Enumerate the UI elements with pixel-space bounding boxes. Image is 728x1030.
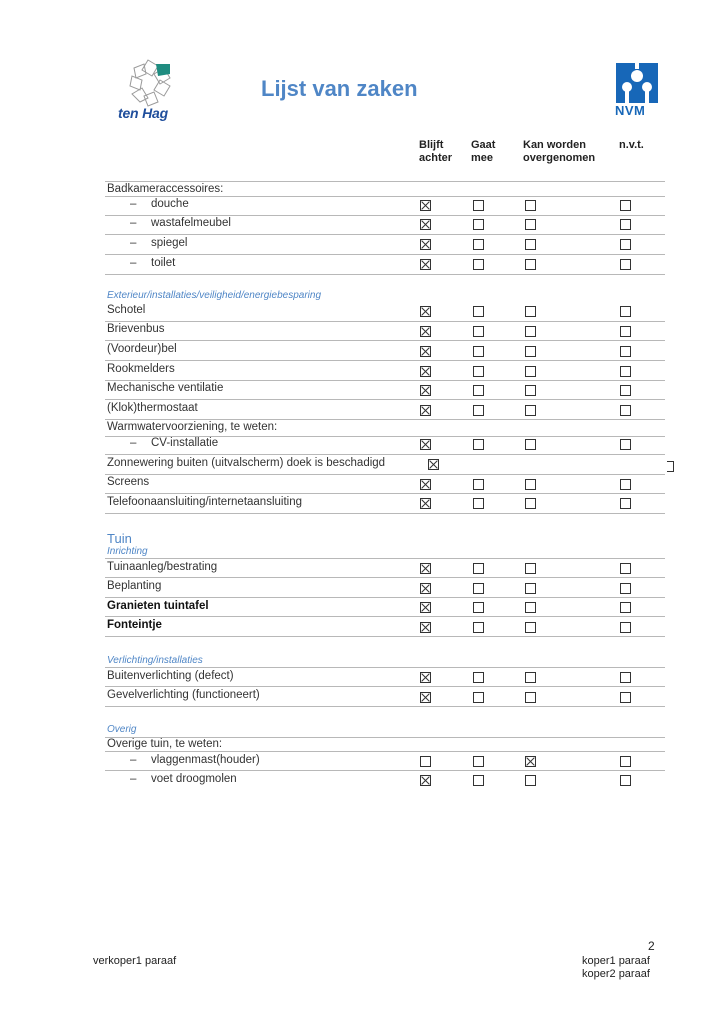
row-label-mechanische-ventilatie: Mechanische ventilatie xyxy=(107,382,224,394)
checkbox-nvt[interactable] xyxy=(620,200,631,211)
checkbox-gaat-mee[interactable] xyxy=(473,622,484,633)
checkbox-gaat-mee[interactable] xyxy=(473,439,484,450)
checkbox-nvt[interactable] xyxy=(620,366,631,377)
ten-hag-logo-text: ten Hag xyxy=(118,105,168,121)
checkbox-gaat-mee[interactable] xyxy=(473,479,484,490)
divider xyxy=(105,254,665,255)
checkbox-gaat-mee[interactable] xyxy=(473,219,484,230)
checkbox-blijft-achter[interactable] xyxy=(420,239,431,250)
column-header-line: mee xyxy=(471,152,494,164)
checkbox-gaat-mee[interactable] xyxy=(473,306,484,317)
checkbox-blijft-achter[interactable] xyxy=(420,622,431,633)
checkbox-nvt[interactable] xyxy=(620,622,631,633)
divider xyxy=(105,181,665,182)
divider xyxy=(105,751,665,752)
divider xyxy=(105,474,665,475)
checkbox-nvt[interactable] xyxy=(620,602,631,613)
checkbox-gaat-mee[interactable] xyxy=(473,498,484,509)
checkbox-blijft-achter[interactable] xyxy=(420,405,431,416)
row-label-overige-tuin: Overige tuin, te weten: xyxy=(107,738,223,750)
checkbox-blijft-achter[interactable] xyxy=(420,583,431,594)
checkbox-nvt[interactable] xyxy=(620,498,631,509)
checkbox-blijft-achter[interactable] xyxy=(420,259,431,270)
bullet-dash: – xyxy=(130,237,137,249)
column-header-kan-worden-overgenomen xyxy=(523,139,595,165)
checkbox-nvt[interactable] xyxy=(620,439,631,450)
checkbox-blijft-achter[interactable] xyxy=(420,563,431,574)
checkbox-kan-worden-overgenomen[interactable] xyxy=(525,346,536,357)
column-header-line: Blijft xyxy=(419,139,444,151)
row-label-fonteintje: Fonteintje xyxy=(107,619,162,631)
checkbox-gaat-mee[interactable] xyxy=(473,563,484,574)
checkbox-kan-worden-overgenomen[interactable] xyxy=(525,672,536,683)
divider xyxy=(105,597,665,598)
divider xyxy=(105,380,665,381)
row-label-voet-droogmolen: voet droogmolen xyxy=(151,773,237,785)
checkbox-gaat-mee[interactable] xyxy=(473,346,484,357)
row-label-vlaggenmast: vlaggenmast(houder) xyxy=(151,754,260,766)
divider xyxy=(105,493,665,494)
checkbox-kan-worden-overgenomen[interactable] xyxy=(525,498,536,509)
row-label-douche: douche xyxy=(151,198,189,210)
checkbox-blijft-achter[interactable] xyxy=(420,602,431,613)
checkbox-nvt[interactable] xyxy=(620,239,631,250)
checkbox-blijft-achter[interactable] xyxy=(420,200,431,211)
checkbox-nvt[interactable] xyxy=(620,672,631,683)
divider xyxy=(105,360,665,361)
checkbox-nvt[interactable] xyxy=(620,346,631,357)
bullet-dash: – xyxy=(130,217,137,229)
checkbox-kan-worden-overgenomen[interactable] xyxy=(525,622,536,633)
column-header-line: overgenomen xyxy=(523,152,596,164)
divider xyxy=(105,513,665,514)
row-label-granieten-tuintafel: Granieten tuintafel xyxy=(107,600,209,612)
page-title: Lijst van zaken xyxy=(261,76,418,101)
divider xyxy=(105,274,665,275)
checkbox-gaat-mee[interactable] xyxy=(473,385,484,396)
checkbox-blijft-achter[interactable] xyxy=(420,385,431,396)
checkbox-blijft-achter[interactable] xyxy=(420,439,431,450)
checkbox-gaat-mee[interactable] xyxy=(473,756,484,767)
bullet-dash: – xyxy=(130,773,137,785)
bullet-dash: – xyxy=(130,437,137,449)
row-label-brievenbus: Brievenbus xyxy=(107,323,165,335)
checkbox-nvt[interactable] xyxy=(620,306,631,317)
divider xyxy=(105,616,665,617)
checkbox-blijft-achter[interactable] xyxy=(420,775,431,786)
checkbox-kan-worden-overgenomen[interactable] xyxy=(525,366,536,377)
row-label-spiegel: spiegel xyxy=(151,237,188,249)
divider xyxy=(105,636,665,637)
checkbox-blijft-achter[interactable] xyxy=(420,219,431,230)
checkbox-blijft-achter[interactable] xyxy=(420,756,431,767)
checkbox-gaat-mee[interactable] xyxy=(473,239,484,250)
checkbox-blijft-achter[interactable] xyxy=(420,672,431,683)
column-header-blijft-achter xyxy=(419,139,452,165)
checkbox-gaat-mee[interactable] xyxy=(473,405,484,416)
divider xyxy=(105,667,665,668)
row-label-toilet: toilet xyxy=(151,257,176,269)
checkbox-kan-worden-overgenomen[interactable] xyxy=(525,602,536,613)
checkbox-nvt[interactable] xyxy=(620,583,631,594)
divider xyxy=(105,321,665,322)
checkbox-blijft-achter[interactable] xyxy=(420,366,431,377)
checkbox-kan-worden-overgenomen[interactable] xyxy=(525,775,536,786)
divider xyxy=(105,196,665,197)
checkbox-kan-worden-overgenomen[interactable] xyxy=(525,563,536,574)
checkbox-gaat-mee[interactable] xyxy=(473,200,484,211)
checkbox-kan-worden-overgenomen[interactable] xyxy=(525,692,536,703)
column-header-line: Kan worden xyxy=(523,139,586,151)
row-label-beplanting: Beplanting xyxy=(107,580,162,592)
row-label-badkameraccessoires: Badkameraccessoires: xyxy=(107,183,224,195)
checkbox-nvt[interactable] xyxy=(620,385,631,396)
checkbox-nvt[interactable] xyxy=(620,405,631,416)
checkbox-kan-worden-overgenomen[interactable] xyxy=(525,326,536,337)
checkbox-gaat-mee[interactable] xyxy=(473,692,484,703)
row-label-wastafelmeubel: wastafelmeubel xyxy=(151,217,231,229)
checkbox-kan-worden-overgenomen[interactable] xyxy=(525,306,536,317)
divider xyxy=(105,706,665,707)
divider xyxy=(105,577,665,578)
checkbox-blijft-achter[interactable] xyxy=(420,306,431,317)
checkbox-kan-worden-overgenomen[interactable] xyxy=(525,439,536,450)
checkbox-gaat-mee[interactable] xyxy=(473,672,484,683)
stray-checkbox-fragment xyxy=(667,461,674,472)
checkbox-nvt[interactable] xyxy=(620,563,631,574)
checkbox-nvt[interactable] xyxy=(620,259,631,270)
checkbox-nvt[interactable] xyxy=(620,479,631,490)
row-label-zonnewering: Zonnewering buiten (uitvalscherm) doek is beschadigd xyxy=(107,457,386,469)
nvm-logo xyxy=(616,63,658,103)
checkbox-gaat-mee[interactable] xyxy=(473,366,484,377)
section-heading-exterieur: Exterieur/installaties/veiligheid/energiebesparing xyxy=(107,290,322,301)
checkbox-blijft-achter[interactable] xyxy=(420,326,431,337)
checkbox-kan-worden-overgenomen[interactable] xyxy=(525,239,536,250)
checkbox-kan-worden-overgenomen[interactable] xyxy=(525,405,536,416)
checkbox-kan-worden-overgenomen[interactable] xyxy=(525,259,536,270)
checkbox-nvt[interactable] xyxy=(620,326,631,337)
checkbox-kan-worden-overgenomen[interactable] xyxy=(525,219,536,230)
divider xyxy=(105,419,665,420)
row-label-rookmelders: Rookmelders xyxy=(107,363,175,375)
section-heading-verlichting: Verlichting/installaties xyxy=(107,655,203,666)
divider xyxy=(105,770,665,771)
row-label-cv-installatie: CV-installatie xyxy=(151,437,219,449)
checkbox-blijft-achter[interactable] xyxy=(420,346,431,357)
row-label-gevelverlichting: Gevelverlichting (functioneert) xyxy=(107,689,260,701)
checkbox-kan-worden-overgenomen[interactable] xyxy=(525,583,536,594)
divider xyxy=(105,454,665,455)
footer-verkoper-paraaf: verkoper1 paraaf xyxy=(93,955,177,967)
column-header-line: Gaat xyxy=(471,139,496,151)
column-header-line: n.v.t. xyxy=(619,139,644,151)
nvm-logo-text: NVM xyxy=(615,103,646,118)
checkbox-blijft-achter[interactable] xyxy=(420,692,431,703)
bullet-dash: – xyxy=(130,198,137,210)
row-label-klokthermostaat: (Klok)thermostaat xyxy=(107,402,198,414)
divider xyxy=(105,558,665,559)
pinwheel-logo-icon xyxy=(118,58,188,108)
divider xyxy=(105,234,665,235)
row-label-screens: Screens xyxy=(107,476,150,488)
row-label-telefoonaansluiting: Telefoonaansluiting/internetaansluiting xyxy=(107,496,303,508)
bullet-dash: – xyxy=(130,754,137,766)
bullet-dash: – xyxy=(130,257,137,269)
checkbox-kan-worden-overgenomen[interactable] xyxy=(525,200,536,211)
checkbox-gaat-mee[interactable] xyxy=(473,326,484,337)
column-header-line: achter xyxy=(419,152,453,164)
nvm-logo-icon xyxy=(616,63,658,103)
checkbox-gaat-mee[interactable] xyxy=(473,602,484,613)
checkbox-kan-worden-overgenomen[interactable] xyxy=(525,756,536,767)
divider xyxy=(105,686,665,687)
row-label-voordeurbel: (Voordeur)bel xyxy=(107,343,177,355)
checkbox-kan-worden-overgenomen[interactable] xyxy=(525,385,536,396)
checkbox-nvt[interactable] xyxy=(620,692,631,703)
checkbox-gaat-mee[interactable] xyxy=(473,775,484,786)
column-header-gaat-mee xyxy=(471,139,495,165)
checkbox-blijft-achter[interactable] xyxy=(428,459,439,470)
row-label-buitenverlichting: Buitenverlichting (defect) xyxy=(107,670,234,682)
divider xyxy=(105,215,665,216)
row-label-warmwatervoorziening: Warmwatervoorziening, te weten: xyxy=(107,421,278,433)
row-label-tuinaanleg: Tuinaanleg/bestrating xyxy=(107,561,218,573)
section-heading-tuin: Tuin xyxy=(107,531,132,546)
section-heading-inrichting: Inrichting xyxy=(107,546,148,557)
divider xyxy=(105,340,665,341)
checkbox-gaat-mee[interactable] xyxy=(473,259,484,270)
page-number: 2 xyxy=(648,939,655,953)
checkbox-gaat-mee[interactable] xyxy=(473,583,484,594)
checkbox-blijft-achter[interactable] xyxy=(420,498,431,509)
divider xyxy=(105,399,665,400)
checkbox-blijft-achter[interactable] xyxy=(420,479,431,490)
section-heading-overig: Overig xyxy=(107,724,137,735)
footer-koper1-paraaf: koper1 paraaf xyxy=(582,955,650,967)
column-header-nvt xyxy=(619,139,644,152)
row-label-schotel: Schotel xyxy=(107,304,146,316)
checkbox-nvt[interactable] xyxy=(620,775,631,786)
checkbox-nvt[interactable] xyxy=(620,756,631,767)
checkbox-nvt[interactable] xyxy=(620,219,631,230)
checkbox-kan-worden-overgenomen[interactable] xyxy=(525,479,536,490)
footer-koper2-paraaf: koper2 paraaf xyxy=(582,968,650,980)
